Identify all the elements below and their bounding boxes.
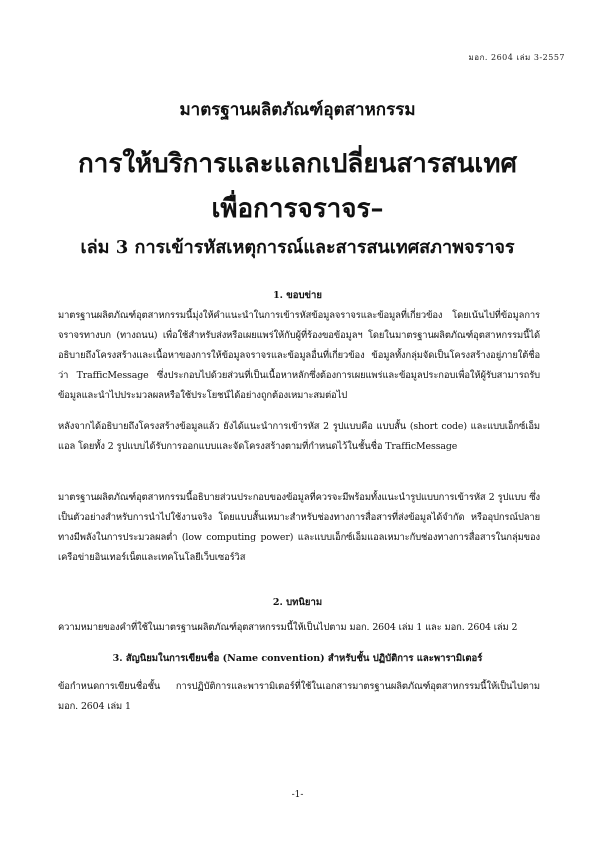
- section-3-heading: 3. สัญนิยมในการเขียนชื่อ (Name convention) สำหรับชั้น ปฏิบัติการ และพารามิเตอร์: [112, 653, 483, 664]
- section-2-paragraph: ความหมายของคำที่ใช้ในมาตรฐานผลิตภัณฑ์อุตสาหกรรมนี้ให้เป็นไปตาม มอก. 2604 เล่ม 1 และ มอก. 2604 เล่ม 2: [58, 622, 518, 633]
- section-3-paragraph: ข้อกำหนดการเขียนชื่อชั้น การปฏิบัติการและพารามิเตอร์ที่ใช้ในเอกสารมาตรฐานผลิตภัณฑ์อุตสาหกรรมนี้ให้เป็นไปตาม มอก. 2604 เล่ม 1: [58, 681, 540, 712]
- page-number: -1-: [291, 790, 304, 800]
- section-1-paragraph-2: หลังจากได้อธิบายถึงโครงสร้างข้อมูลแล้ว ยังได้แนะนำการเข้ารหัส 2 รูปแบบคือ แบบสั้น (short code) และแบบเอ็กซ์เอ็มแอล โดยทั้ง 2 รูปแบบได้รับการออกแบบและจัดโครงสร้างตามที่กำหนดไว้ในชั้นชื่อ TrafficMessage: [58, 421, 540, 452]
- title-line-2: การให้บริการและแลกเปลี่ยนสารสนเทศ: [78, 149, 517, 179]
- section-2-heading: 2. บทนิยาม: [272, 597, 323, 608]
- section-1-paragraph-3: มาตรฐานผลิตภัณฑ์อุตสาหกรรมนี้อธิบายส่วนประกอบของข้อมูลที่ควรจะมีพร้อมทั้งแนะนำรูปแบบการเข้ารหัส 2 รูปแบบ ซึ่งเป็นตัวอย่างสำหรับการนำไปใช้งานจริง โดยแบบสั้นเหมาะสำหรับช่องทางการสื่อสารที่ส่งข้อมูลได้จำกัด หรืออุปกรณ์ปลายทางมีพลังในการประมวลผลต่ำ (low computing power) และแบบเอ็กซ์เอ็มแอลเหมาะกับช่องทางการสื่อสารในกลุ่มของเครือข่ายอินเทอร์เน็ตและเทคโนโลยีเว็บเซอร์วิส: [58, 492, 540, 563]
- title-line-1: มาตรฐานผลิตภัณฑ์อุตสาหกรรม: [179, 100, 416, 120]
- title-line-3: เพื่อการจราจร–: [211, 194, 384, 224]
- section-1-heading: 1. ขอบข่าย: [273, 290, 322, 301]
- standard-id: มอก. 2604 เล่ม 3-2557: [468, 53, 565, 62]
- section-1-paragraph-1: มาตรฐานผลิตภัณฑ์อุตสาหกรรมนี้มุ่งให้คำแนะนำในการเข้ารหัสข้อมูลจราจรและข้อมูลที่เกี่ยวข้อง โดยเน้นไปที่ข้อมูลการจราจรทางบก (ทางถนน) เพื่อใช้สำหรับส่งหรือเผยแพร่ให้กับผู้ที่ร้องขอข้อมูลฯ โดยในมาตรฐานผลิตภัณฑ์อุตสาหกรรมนี้ได้อธิบายถึงโครงสร้างและเนื้อหาของการให้ข้อมูลจราจรและข้อมูลอื่นที่เกี่ยวข้อง ข้อมูลทั้งกลุ่มจัดเป็นโครงสร้างอยู่ภายใต้ชื่อว่า TrafficMessage ซึ่งประกอบไปด้วยส่วนที่เป็นเนื้อหาหลักซึ่งต้องการเผยแพร่และข้อมูลประกอบเพื่อให้ผู้รับสามารถรับข้อมูลและนำไปประมวลผลหรือใช้ประโยชน์ได้อย่างถูกต้องเหมาะสมต่อไป: [58, 310, 540, 401]
- title-line-4: เล่ม 3 การเข้ารหัสเหตุการณ์และสารสนเทศสภาพจราจร: [80, 237, 515, 258]
